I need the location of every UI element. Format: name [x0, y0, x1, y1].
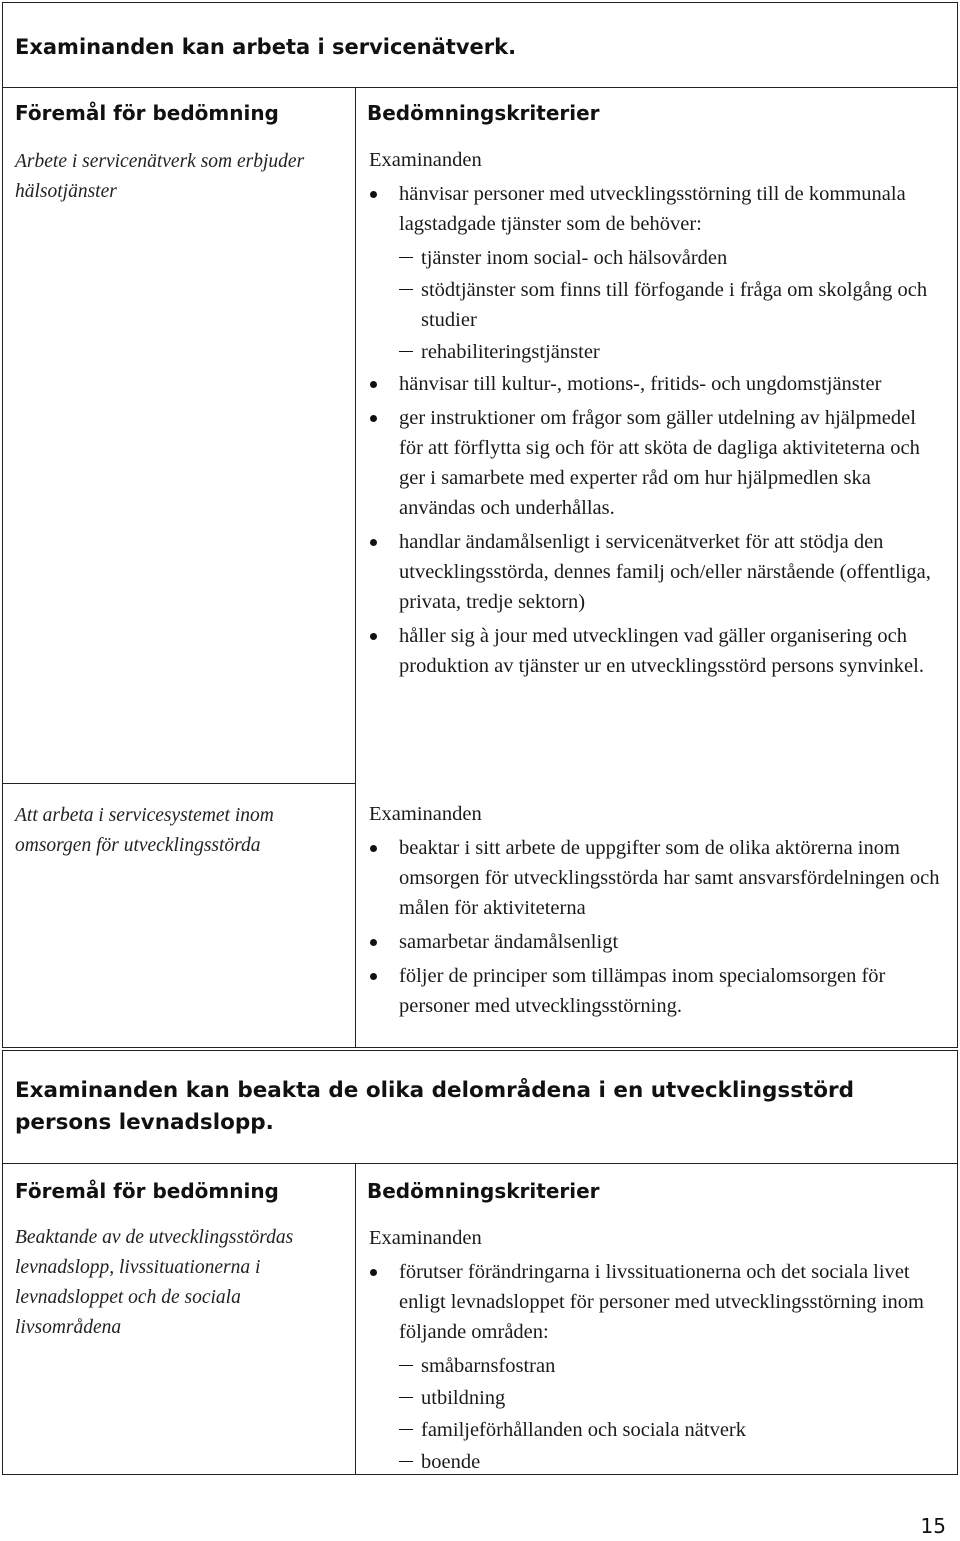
list-item-text: samarbetar ändamålsenligt	[399, 931, 619, 953]
sub-list-item	[369, 1447, 943, 1477]
column-divider	[355, 87, 356, 1047]
section1-table	[2, 2, 958, 1048]
criteria-list	[369, 1257, 943, 1477]
criteria-intro: Examinanden	[369, 1227, 482, 1249]
sub-list-item-text: familjeförhållanden och sociala nätverk	[421, 1419, 747, 1441]
criteria-intro: Examinanden	[369, 149, 482, 171]
bullet-icon	[370, 191, 377, 198]
list-item-text: beaktar i sitt arbete de uppgifter som de olika aktörerna inom omsorgen för utvecklingsstörda har samt ansvarsfördelningen och målen för aktiviteterna	[399, 837, 940, 919]
list-item-text: följer de principer som tillämpas inom specialomsorgen för personer med utvecklingsstörning.	[399, 965, 886, 1017]
dash-icon	[399, 289, 413, 290]
page-number: 15	[920, 1514, 946, 1538]
section2-table	[2, 1050, 958, 1475]
dash-icon	[399, 351, 413, 352]
sub-list-item	[369, 275, 943, 335]
list-item	[369, 927, 943, 957]
bullet-icon	[370, 633, 377, 640]
criteria-list	[369, 179, 943, 681]
criteria-list	[369, 833, 943, 1021]
dash-icon	[399, 1461, 413, 1462]
list-item-text: hänvisar till kultur-, motions-, fritids- och ungdomstjänster	[399, 373, 882, 395]
list-item	[369, 527, 943, 617]
criteria-block	[369, 145, 943, 685]
bullet-icon	[370, 1269, 377, 1276]
list-item-text: ger instruktioner om frågor som gäller utdelning av hjälpmedel för att förflytta sig och för att sköta de dagliga aktiviteterna och ger i samarbete med experter råd om hur hjälpmedlen ska användas och underhållas.	[399, 407, 920, 519]
bullet-icon	[370, 415, 377, 422]
bullet-icon	[370, 539, 377, 546]
assessment-object: Att arbeta i servicesystemet inom omsorgen för utvecklingsstörda	[15, 805, 274, 856]
bullet-icon	[370, 845, 377, 852]
sub-list	[369, 1351, 943, 1477]
col-right-header: Bedömningskriterier	[367, 1179, 600, 1203]
list-item	[369, 1257, 943, 1347]
dash-icon	[399, 257, 413, 258]
section2-heading: Examinanden kan beakta de olika delområdena i en utvecklingsstörd persons levnadslopp.	[15, 1078, 855, 1135]
sub-list	[369, 243, 943, 367]
dash-icon	[399, 1365, 413, 1366]
list-item	[369, 403, 943, 523]
column-divider	[355, 1163, 356, 1474]
sub-list-item	[369, 1415, 943, 1445]
sub-list-item-text: utbildning	[421, 1387, 506, 1409]
criteria-block	[369, 1223, 943, 1479]
list-item	[369, 833, 943, 923]
divider	[3, 783, 355, 784]
sub-list-item	[369, 1351, 943, 1381]
list-item	[369, 621, 943, 681]
bullet-icon	[370, 939, 377, 946]
col-left-header: Föremål för bedömning	[15, 101, 279, 125]
list-item	[369, 369, 943, 399]
list-item	[369, 179, 943, 239]
sub-list-item-text: småbarnsfostran	[421, 1355, 556, 1377]
sub-list-item-text: rehabiliteringstjänster	[421, 341, 600, 363]
assessment-object: Arbete i servicenätverk som erbjuder hälsotjänster	[15, 151, 305, 202]
col-left-header: Föremål för bedömning	[15, 1179, 279, 1203]
sub-list-item-text: tjänster inom social- och hälsovården	[421, 247, 728, 269]
sub-list-item	[369, 1383, 943, 1413]
dash-icon	[399, 1397, 413, 1398]
criteria-block	[369, 799, 943, 1025]
dash-icon	[399, 1429, 413, 1430]
bullet-icon	[370, 973, 377, 980]
divider	[3, 87, 957, 88]
bullet-icon	[370, 381, 377, 388]
list-item-text: håller sig à jour med utvecklingen vad gäller organisering och produktion av tjänster ur en utvecklingsstörd persons synvinkel.	[399, 625, 924, 677]
list-item-text: hänvisar personer med utvecklingsstörning till de kommunala lagstadgade tjänster som de behöver:	[399, 183, 906, 235]
divider	[3, 1163, 957, 1164]
assessment-object: Beaktande av de utvecklingsstördas levnadslopp, livssituationerna i levnadsloppet och de sociala livsområdena	[15, 1227, 294, 1338]
list-item-text: handlar ändamålsenligt i servicenätverket för att stödja den utvecklingsstörda, dennes familj och/eller närstående (offentliga, privata, tredje sektorn)	[399, 531, 931, 613]
sub-list-item-text: stödtjänster som finns till förfogande i fråga om skolgång och studier	[421, 279, 928, 331]
sub-list-item	[369, 243, 943, 273]
section1-heading: Examinanden kan arbeta i servicenätverk.	[15, 35, 517, 59]
criteria-intro: Examinanden	[369, 803, 482, 825]
list-item-text: förutser förändringarna i livssituationerna och det sociala livet enligt levnadsloppet för personer med utvecklingsstörning inom följande områden:	[399, 1261, 924, 1343]
col-right-header: Bedömningskriterier	[367, 101, 600, 125]
sub-list-item-text: boende	[421, 1451, 481, 1473]
sub-list-item	[369, 337, 943, 367]
list-item	[369, 961, 943, 1021]
